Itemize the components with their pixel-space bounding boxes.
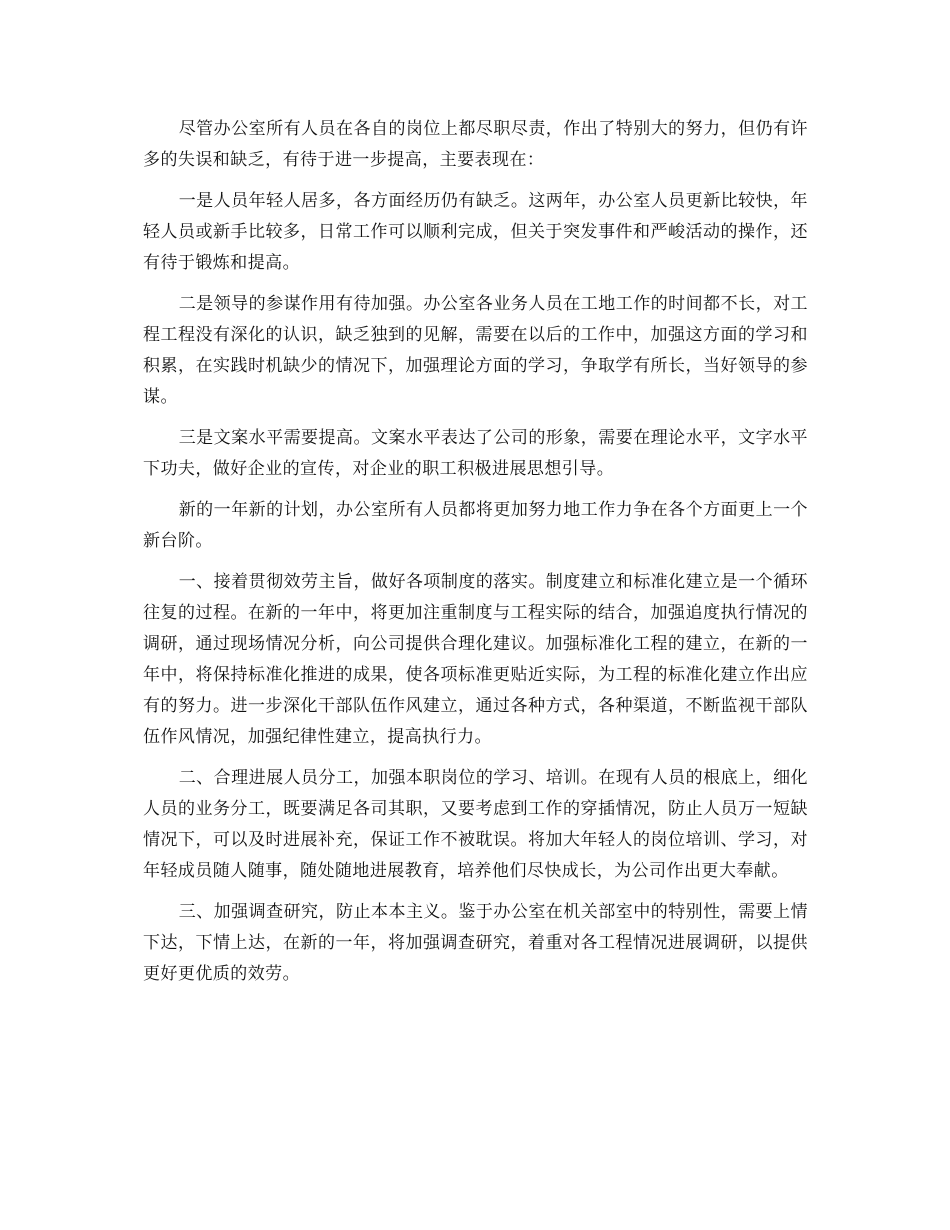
- paragraph-plan-3: 三、加强调查研究，防止本本主义。鉴于办公室在机关部室中的特别性，需要上情下达，下情上达，在新的一年，将加强调查研究，着重对各工程情况进展调研，以提供更好更优质的效劳。: [143, 902, 808, 984]
- paragraph-intro: 尽管办公室所有人员在各自的岗位上都尽职尽责，作出了特别大的努力，但仍有许多的失误和缺乏，有待于进一步提高，主要表现在：: [143, 119, 808, 170]
- paragraph-plan-2: 二、合理进展人员分工，加强本职岗位的学习、培训。在现有人员的根底上，细化人员的业务分工，既要满足各司其职，又要考虑到工作的穿插情况，防止人员万一短缺情况下，可以及时进展补充，保证工作不被耽误。将加大年轻人的岗位培训、学习，对年轻成员随人随事，随处随地进展教育，培养他们尽快成长，为公司作出更大奉献。: [143, 768, 808, 881]
- paragraph-problem-3: 三是文案水平需要提高。文案水平表达了公司的形象，需要在理论水平，文字水平下功夫，做好企业的宣传，对企业的职工积极进展思想引导。: [143, 428, 808, 479]
- paragraph-new-year-plan: 新的一年新的计划，办公室所有人员都将更加努力地工作力争在各个方面更上一个新台阶。: [143, 500, 808, 551]
- paragraph-problem-2: 二是领导的参谋作用有待加强。办公室各业务人员在工地工作的时间都不长，对工程工程没有深化的认识，缺乏独到的见解，需要在以后的工作中，加强这方面的学习和积累，在实践时机缺少的情况下，加强理论方面的学习，争取学有所长，当好领导的参谋。: [143, 294, 808, 407]
- document-body: [143, 114, 808, 990]
- paragraph-problem-1: 一是人员年轻人居多，各方面经历仍有缺乏。这两年，办公室人员更新比较快，年轻人员或新手比较多，日常工作可以顺利完成，但关于突发事件和严峻活动的操作，还有待于锻炼和提高。: [143, 191, 808, 273]
- paragraph-plan-1: 一、接着贯彻效劳主旨，做好各项制度的落实。制度建立和标准化建立是一个循环往复的过程。在新的一年中，将更加注重制度与工程实际的结合，加强追度执行情况的调研，通过现场情况分析，向公司提供合理化建议。加强标准化工程的建立，在新的一年中，将保持标准化推进的成果，使各项标准更贴近实际，为工程的标准化建立作出应有的努力。进一步深化干部队伍作风建立，通过各种方式，各种渠道，不断监视干部队伍作风情况，加强纪律性建立，提高执行力。: [143, 572, 808, 747]
